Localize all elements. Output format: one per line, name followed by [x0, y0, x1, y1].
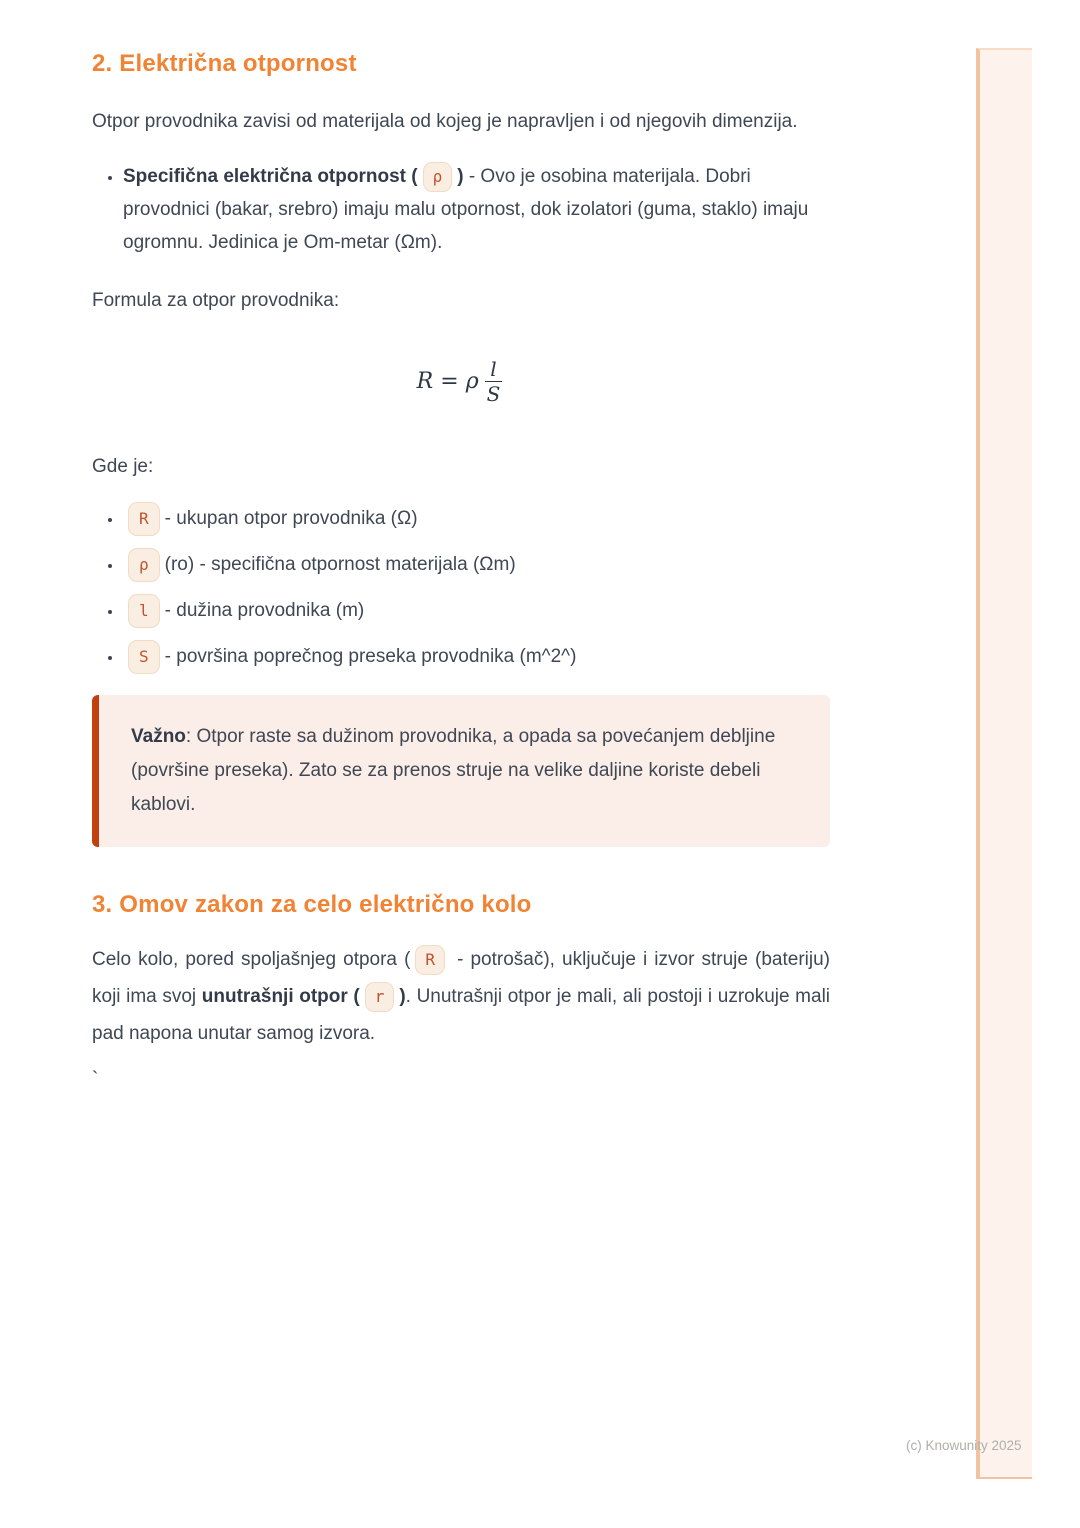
symbol-description: - dužina provodnika (m) — [164, 600, 365, 621]
R-code-badge: R — [415, 945, 445, 975]
section-2-intro: Otpor provodnika zavisi od materijala od kojeg je napravljen i od njegovih dimenzija. — [92, 111, 798, 132]
paragraph-bold: unutrašnji otpor ( — [201, 986, 360, 1007]
callout-bold-label: Važno — [131, 726, 186, 747]
symbol-list — [92, 501, 830, 675]
formula-R: R — [416, 368, 434, 394]
r-code-badge: r — [365, 982, 395, 1012]
formula-numerator: l — [485, 357, 501, 382]
list-item — [123, 160, 830, 259]
symbol-item-l — [123, 593, 830, 629]
stray-backtick: ` — [92, 1069, 99, 1090]
bullet-bold-label: Specifična električna otpornost ( — [123, 166, 418, 187]
bullet-bold-close: ) — [457, 166, 464, 187]
symbol-description: - ukupan otpor provodnika (Ω) — [164, 508, 418, 529]
symbol-item-rho — [123, 547, 830, 583]
formula-rho: ρ — [465, 368, 479, 394]
resistance-formula — [92, 349, 830, 413]
content-column — [92, 0, 830, 1090]
symbol-description: - površina poprečnog preseka provodnika (m^2^) — [164, 646, 577, 667]
symbol-item-S — [123, 639, 830, 675]
symbol-description: (ro) - specifična otpornost materijala (Ωm) — [164, 554, 516, 575]
formula-equals: = — [440, 368, 459, 394]
page-edge-stripe — [976, 48, 1032, 1479]
paragraph-segment: Celo kolo, pored spoljašnjeg otpora ( — [92, 949, 411, 970]
section-2-heading: 2. Električna otpornost — [92, 50, 357, 77]
important-callout — [92, 695, 830, 847]
paragraph-segment: . Unutrašnji otpor je mali, ali postoji i uzrokuje mali pad napona unutar samog izvora. — [92, 986, 831, 1044]
section-3-heading: 3. Omov zakon za celo električno kolo — [92, 891, 532, 918]
paragraph-bold-close: ) — [399, 986, 406, 1007]
callout-text — [131, 720, 798, 822]
paragraph-segment: - potrošač), uključuje i izvor struje (bateriju) koji ima svoj — [92, 949, 830, 1007]
l-code-badge: l — [128, 594, 160, 628]
property-bullet-list — [92, 160, 830, 259]
callout-body: : Otpor raste sa dužinom provodnika, a opada sa povećanjem debljine (površine preseka). Zato se za prenos struje na velike daljine koriste debeli kablovi. — [131, 726, 776, 815]
copyright-footer: (c) Knowunity 2025 — [906, 1438, 1022, 1453]
R-code-badge: R — [128, 502, 160, 536]
symbol-item-R — [123, 501, 830, 537]
formula-denominator: S — [486, 381, 501, 406]
bullet-text: - Ovo je osobina materijala. Dobri provodnici (bakar, srebro) imaju malu otpornost, dok izolatori (guma, staklo) imaju ogromnu. Jedinica je Om-metar (Ωm). — [123, 166, 809, 253]
rho-code-badge: ρ — [423, 162, 453, 192]
S-code-badge: S — [128, 640, 160, 674]
formula-fraction — [482, 357, 506, 406]
formula-label: Formula za otpor provodnika: — [92, 290, 340, 311]
section-3-paragraph — [92, 941, 830, 1052]
where-label: Gde je: — [92, 456, 154, 477]
rho-code-badge: ρ — [128, 548, 160, 582]
